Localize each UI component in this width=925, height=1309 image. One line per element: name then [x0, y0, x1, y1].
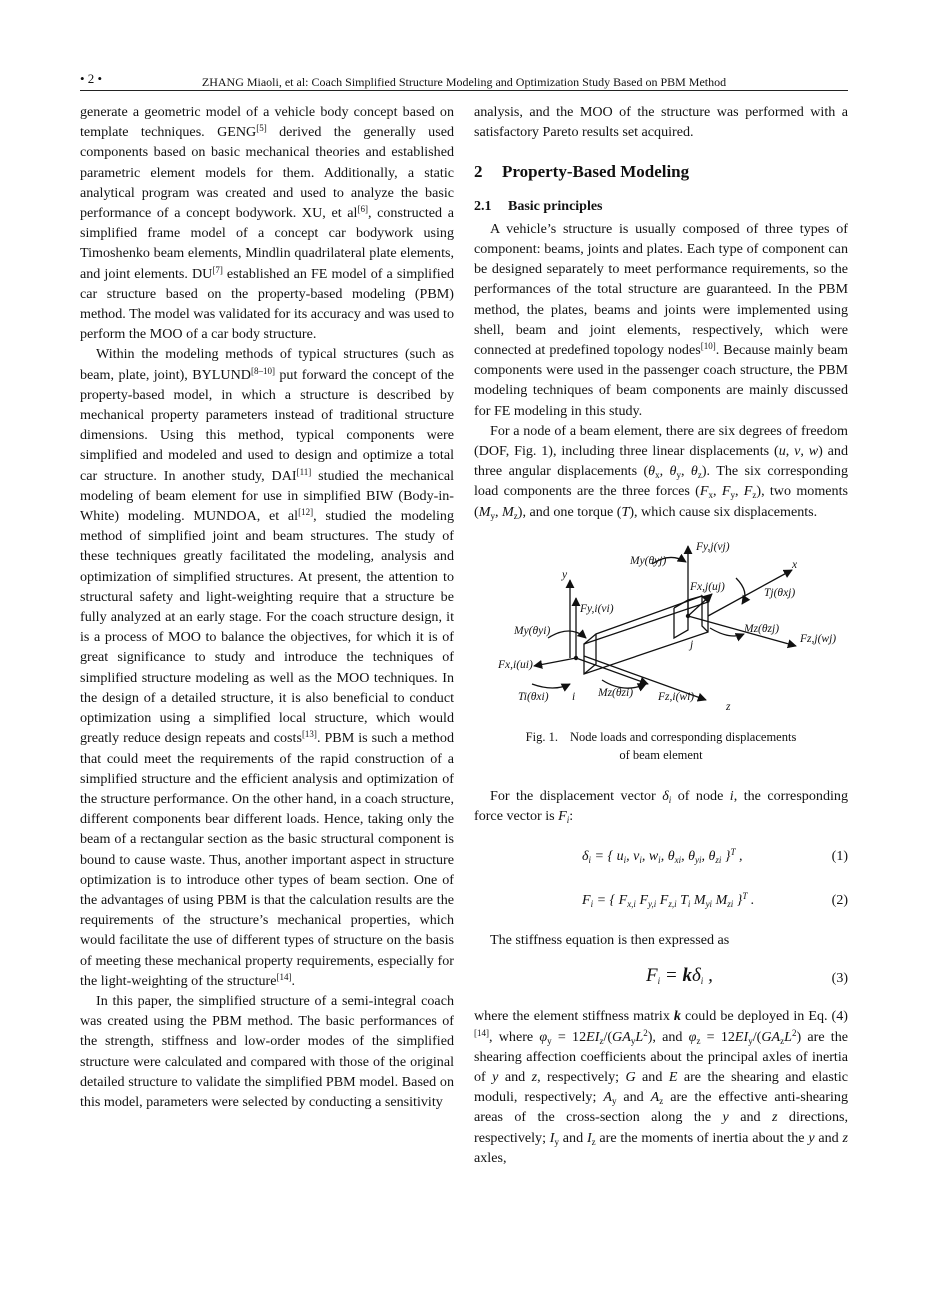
principles-paragraph: A vehicle’s structure is usually composed of three types of component: beams, joints and plates. Each type of component can be designed separately to meet performance requirements, so the performances of the total structure are guaranteed. In the PBM method, the plates, beams and joints were implemented using shell, beam and joint elements, respectively, which were connected at predefined topology nodes[10]. Because mainly beam components were used in the passenger coach structure, the PBM modeling techniques of beam components are mainly discussed for FE modeling in this study.	[474, 220, 849, 419]
section-number: 2	[474, 162, 483, 182]
stiffness-paragraph: The stiffness equation is then expressed as	[490, 932, 730, 949]
figure-1-beam-element	[474, 538, 848, 724]
left-column	[80, 102, 454, 1112]
label-mzi: Mz(θzi)	[598, 686, 634, 699]
page-number: • 2 •	[80, 71, 103, 86]
label-myj: My(θyj)	[630, 554, 667, 567]
equation-1: $\delta_i$ = { $u_i$, $v_i$, $w_i$, $\theta_{xi}$, $\theta_{yi}$, $\theta_{zi}$ }$^T$ , (1)	[474, 840, 848, 874]
equation-2: $F_i$ = { $F_{x,i}$ $F_{y,i}$ $F_{z,i}$ $T_i$ $M_{yi}$ $M_{zi}$ }$^T$ . (2)	[474, 884, 848, 918]
label-y-axis: y	[562, 568, 568, 581]
caption-label: Fig. 1.	[525, 729, 558, 744]
label-mzj: Mz(θzj)	[744, 622, 780, 635]
label-fyj: Fy,j(vj)	[696, 540, 730, 553]
label-tj: Tj(θxj)	[764, 586, 796, 599]
running-header	[80, 70, 848, 91]
dof-paragraph: For a node of a beam element, there are six degrees of freedom (DOF, Fig. 1), including three linear displacements (u, v, w) and three angular displacements ($\theta_x$, $\theta_y$, $\theta_z$). The six corresponding load components are the three forces ($F_x$, $F_y$, $F_z$), two moments ($M_y$, $M_z$), and one torque (T), which cause six displacements.	[474, 422, 849, 521]
equation-1-number: (1)	[831, 849, 848, 865]
label-fyi: Fy,i(vi)	[580, 602, 614, 615]
left-paragraph-1: generate a geometric model of a vehicle body concept based on template techniques. GENG[5] derived the generally used components based on basic mechanical theories and established parametric element models for them. Additionally, a static analytical program was created and used to analyze the basic performance of a concept bodywork. XU, et al[6], constructed a simplified frame model of a concept car bodywork using Timoshenko beam elements, Mindlin quadrilateral plate elements, and joint elements. DU[7] established an FE model of a simplified car structure based on the property-based modeling (PBM) method. The model was validated for its accuracy and was used to perform the MOO of a car body structure.	[80, 104, 454, 343]
label-fxj: Fx,j(uj)	[690, 580, 725, 593]
section-title: Property-Based Modeling	[502, 162, 690, 182]
vector-paragraph: For the displacement vector $\delta_i$ of node i, the corresponding force vector is $F_i$:	[474, 787, 848, 826]
final-paragraph: where the element stiffness matrix k could be deployed in Eq. (4)[14], where $\varphi_y = 12EI_z/(GA_yL^2)$, and $\varphi_z = 12EI_y/(GA_zL^2)$ are the shearing affection coefficients about the principal axles of inertia of y and z, respectively; G and E are the shearing and elastic moduli, respectively; $A_y$ and $A_z$ are the effective anti-shearing areas of the cross-section along the y and z directions, respectively; $I_y$ and $I_z$ are the moments of inertia about the y and z axles,	[474, 1008, 849, 1166]
subsection-title: Basic principles	[508, 198, 603, 214]
figure-1-caption	[474, 728, 848, 764]
running-title: ZHANG Miaoli, et al: Coach Simplified Structure Modeling and Optimization Study Based on PBM Method	[201, 75, 727, 89]
label-z-axis: z	[726, 700, 731, 713]
subsection-number: 2.1	[474, 198, 492, 214]
label-ti: Ti(θxi)	[518, 690, 549, 703]
right-paragraph-top: analysis, and the MOO of the structure was performed with a satisfactory Pareto results set acquired.	[474, 104, 848, 141]
caption-line-1: Node loads and corresponding displacements	[569, 729, 797, 744]
subsection-heading-2-1	[474, 197, 848, 217]
caption-line-2: of beam element	[619, 747, 703, 762]
left-paragraph-3: In this paper, the simplified structure of a semi-integral coach was created using the PBM method. The basic performances of the strength, stiffness and low-order modes of the simplified structure were calculated and compared with those of the original detailed structure to validate the simplified PBM model. Based on this model, parameters were selected by conducting a sensitivity	[80, 992, 454, 1110]
right-column	[474, 102, 848, 1168]
equation-3: $F_i = k\delta_i$ , (3)	[474, 962, 848, 996]
beam-element-diagram	[474, 538, 848, 724]
label-fzj: Fz,j(wj)	[800, 632, 837, 645]
equation-3-number: (3)	[831, 971, 848, 987]
label-fxi: Fx,i(ui)	[498, 658, 533, 671]
section-heading-2	[474, 162, 848, 182]
label-node-i: i	[572, 690, 576, 703]
left-paragraph-2: Within the modeling methods of typical structures (such as beam, plate, joint), BYLUND[8–10] put forward the concept of the property-based model, in which a structure is described by mechanical property parameters instead of traditional structure dimensions. Using this method, typical components were simplified and modeled and used to design and optimize a total car structure. In another study, DAI[11] studied the mechanical modeling of beam element for use in simplified BIW (Body-in-White) modeling. MUNDOA, et al[12], studied the modeling method of simplified joint and beam structures. The study of these techniques greatly facilitated the modeling, analysis and optimization of simplified structures. At present, the attention to structural safety and light-weighting require that a structure be fully analyzed at an early stage. For the coach structure design, it is a process of MOO to balance the objectives, for which it is of great significance to study and introduce the techniques of simplified structure modeling as well as the MOO techniques. In the design of a detailed structure, it is also beneficial to conduct optimization using a simplified local structure, which would greatly reduce design repeats and costs[13]. PBM is such a method that could meet the requirements of the rapid construction of a simplified structure and the efficient analysis and optimization of the structure performance. On the other hand, in a coach structure, different components bear different loads. Hence, taking only the beam of a rectangular section as the basic structural component is bound to cause waste. Thus, another important aspect in structure optimization is to introduce other types of beam section. One of the advantages of using PBM is that the calculation results are the requirements of the structure’s mechanical properties, which would facilitate the use of different types of structure on the basis of meeting these mechanical property requirements, especially for the light-weighting of the structure[14].	[80, 346, 454, 989]
label-x-axis: x	[792, 558, 798, 571]
label-myi: My(θyi)	[514, 624, 551, 637]
equation-2-number: (2)	[831, 893, 848, 909]
label-fzi: Fz,i(wi)	[658, 690, 695, 703]
label-node-j: j	[690, 638, 694, 651]
